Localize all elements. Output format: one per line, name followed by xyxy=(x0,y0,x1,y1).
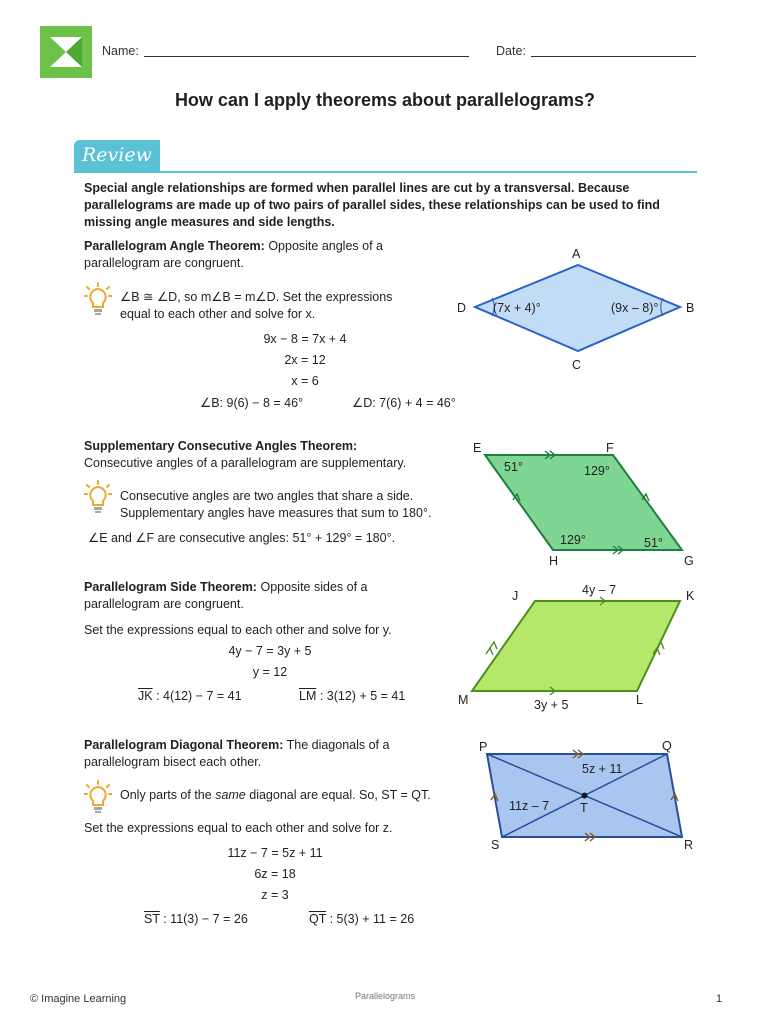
angle-eq2: 2x = 12 xyxy=(284,353,326,367)
diagonal-tip-pre: Only parts of the xyxy=(120,788,216,802)
review-label: Review xyxy=(82,144,152,166)
diagonal-tip xyxy=(120,787,431,804)
angle-theorem-body: Opposite angles of a parallelogram are congruent. xyxy=(84,239,383,270)
name-field[interactable] xyxy=(144,56,469,57)
lightbulb-icon xyxy=(84,780,112,816)
parallelogram-jklm-shape xyxy=(472,601,680,691)
diagonal-tip-emphasis: same xyxy=(215,788,246,802)
parallelogram-efgh-diagram xyxy=(465,438,705,570)
brand-logo xyxy=(40,26,92,78)
vertex-q: Q xyxy=(662,739,672,753)
segment-qt-label: $\overline{QT}$ xyxy=(309,912,327,926)
diagonal-result-st-value: : 11(3) − 7 = 26 xyxy=(159,912,248,926)
diagonal-theorem-heading: Parallelogram Diagonal Theorem: xyxy=(84,738,284,752)
parallelogram-jklm-diagram xyxy=(450,578,700,718)
angle-result-d: ∠D: 7(6) + 4 = 46° xyxy=(352,396,456,410)
segment-st-expression: 11z – 7 xyxy=(509,799,550,813)
diagonal-theorem-body: The diagonals of a parallelogram bisect each other. xyxy=(84,738,390,769)
vertex-h: H xyxy=(549,554,559,568)
vertex-j: J xyxy=(512,589,519,603)
parallelogram-pqrs-diagram xyxy=(470,736,705,856)
diagonal-result-qt xyxy=(309,911,414,928)
name-label: Name: xyxy=(102,44,139,58)
segment-lm-label: $\overline{LM}$ xyxy=(299,689,317,703)
diagonal-tip-post: diagonal are equal. So, ST = QT. xyxy=(245,788,431,802)
side-theorem-heading: Parallelogram Side Theorem: xyxy=(84,580,257,594)
vertex-t: T xyxy=(580,801,588,815)
vertex-s: S xyxy=(491,838,500,852)
angle-eq3: x = 6 xyxy=(291,374,319,388)
diagonal-theorem-text xyxy=(84,737,429,771)
vertex-f: F xyxy=(606,441,614,455)
angle-g-label: 51° xyxy=(644,536,663,550)
segment-jk-label: $\overline{JK}$ xyxy=(138,689,153,703)
angle-theorem-text xyxy=(84,238,424,272)
vertex-b: B xyxy=(686,301,695,315)
diagonal-eq3: z = 3 xyxy=(261,888,289,902)
vertex-m: M xyxy=(458,693,469,707)
vertex-a: A xyxy=(572,247,581,261)
footer-brand: © Imagine Learning xyxy=(30,993,127,1005)
intro-paragraph: Special angle relationships are formed when parallel lines are cut by a transversal. Because parallelograms are made up of two pairs of parallel sides, these relationships can be used to find missing angle measures and side lengths. xyxy=(84,181,660,229)
angle-result-b: ∠B: 9(6) − 8 = 46° xyxy=(200,396,304,410)
diagonal-result-st xyxy=(144,911,248,928)
angle-theorem-heading: Parallelogram Angle Theorem: xyxy=(84,239,265,253)
angle-tip-line2: equal to each other and solve for x. xyxy=(120,307,316,321)
angle-h-label: 129° xyxy=(560,533,586,547)
vertex-k: K xyxy=(686,589,695,603)
supplementary-tip-line1: Consecutive angles are two angles that share a side. xyxy=(120,489,414,503)
rhombus-diagram xyxy=(450,240,700,375)
side-result-lm xyxy=(299,688,405,705)
footer-topic: Parallelograms xyxy=(354,991,416,1001)
supplementary-heading: Supplementary Consecutive Angles Theorem: xyxy=(84,439,358,453)
side-theorem-text xyxy=(84,579,414,613)
diagonal-result-qt-value: : 5(3) + 11 = 26 xyxy=(326,912,415,926)
review-divider xyxy=(74,171,697,173)
side-result-lm-value: : 3(12) + 5 = 41 xyxy=(316,689,406,703)
supplementary-tip-line2: Supplementary angles have measures that sum to 180°. xyxy=(120,506,432,520)
angle-tip-line1: ∠B ≅ ∠D, so m∠B = m∠D. Set the expressions xyxy=(120,290,393,304)
angle-eq1: 9x − 8 = 7x + 4 xyxy=(263,332,347,346)
supplementary-result: ∠E and ∠F are consecutive angles: 51° + 129° = 180°. xyxy=(88,531,396,545)
vertex-d: D xyxy=(457,301,467,315)
vertex-l: L xyxy=(636,693,643,707)
date-label: Date: xyxy=(496,44,526,58)
side-jk-label: 4y – 7 xyxy=(582,583,617,597)
page-number: 1 xyxy=(716,993,723,1005)
diagonal-eq1: 11z − 7 = 5z + 11 xyxy=(227,846,323,860)
vertex-p: P xyxy=(479,740,488,754)
intersection-point-t xyxy=(582,793,588,799)
side-result-jk-value: : 4(12) − 7 = 41 xyxy=(152,689,242,703)
angle-d-label: (7x + 4)° xyxy=(493,301,541,315)
side-eq1: 4y − 7 = 3y + 5 xyxy=(228,644,312,658)
diagonal-instruction: Set the expressions equal to each other and solve for z. xyxy=(84,821,393,835)
side-eq2: y = 12 xyxy=(252,665,288,679)
lightbulb-icon xyxy=(84,480,112,516)
diagonal-eq2: 6z = 18 xyxy=(254,867,296,881)
angle-e-label: 51° xyxy=(504,460,523,474)
vertex-c: C xyxy=(572,358,582,372)
side-instruction: Set the expressions equal to each other and solve for y. xyxy=(84,623,392,637)
angle-b-label: (9x – 8)° xyxy=(611,301,659,315)
lightbulb-icon xyxy=(84,282,112,318)
segment-st-label: $\overline{ST}$ xyxy=(144,912,160,926)
vertex-g: G xyxy=(684,554,694,568)
page-title: How can I apply theorems about parallelograms? xyxy=(174,90,596,110)
side-lm-label: 3y + 5 xyxy=(534,698,569,712)
angle-f-label: 129° xyxy=(584,464,610,478)
side-result-jk xyxy=(138,688,242,705)
date-field[interactable] xyxy=(531,56,696,57)
vertex-r: R xyxy=(684,838,694,852)
vertex-e: E xyxy=(473,441,482,455)
segment-qt-expression: 5z + 11 xyxy=(582,762,623,776)
supplementary-body: Consecutive angles of a parallelogram are supplementary. xyxy=(84,456,407,470)
side-theorem-body: Opposite sides of a parallelogram are congruent. xyxy=(84,580,368,611)
